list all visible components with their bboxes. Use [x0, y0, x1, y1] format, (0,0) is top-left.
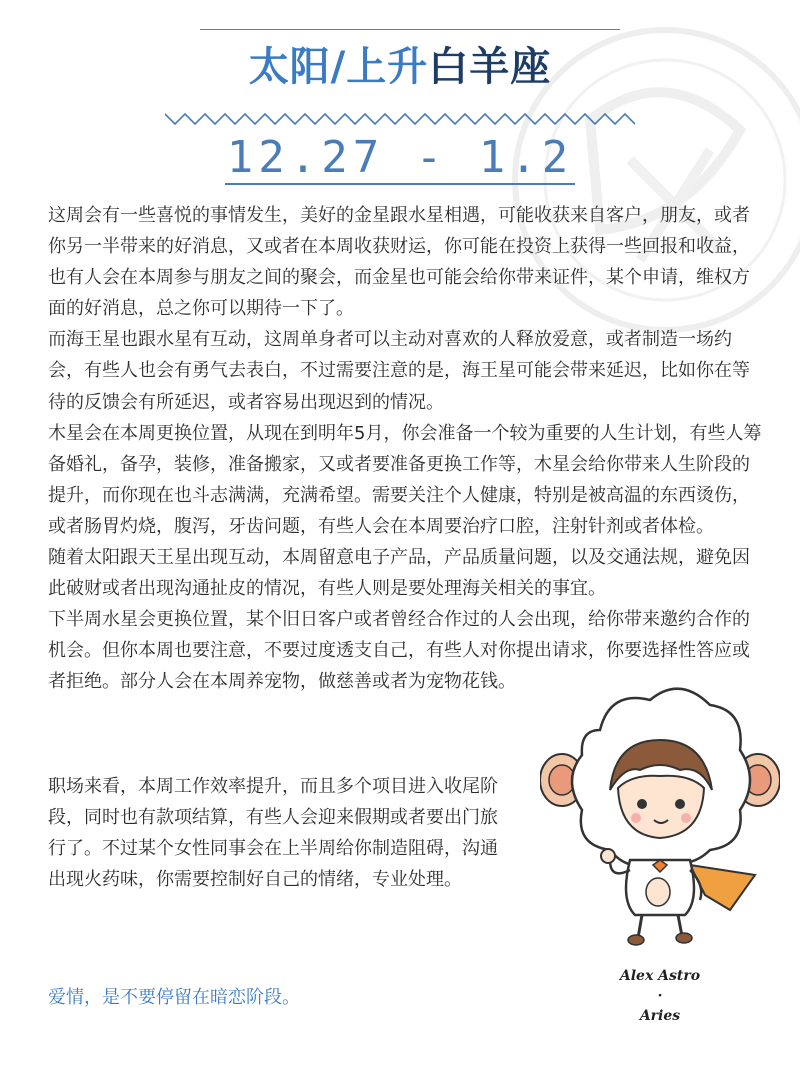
signature-dot: ·: [657, 988, 663, 1004]
signature-line1: Alex Astro: [619, 968, 701, 984]
title-sign: 白羊座: [428, 44, 552, 90]
title-sun-rising: 太阳/上升: [248, 44, 429, 90]
paragraph: 而海王星也跟水星有互动，这周单身者可以主动对喜欢的人释放爱意，或者制造一场约会，有些人也会有勇气去表白，不过需要注意的是，海王星可能会带来延迟，比如你在等待的反馈会有所延迟，或者容易出现迟到的情况。: [48, 329, 750, 413]
paragraph: 随着太阳跟天王星出现互动，本周留意电子产品，产品质量问题，以及交通法规，避免因此破财或者出现沟通扯皮的情况，有些人则是要处理海关相关的事宜。: [48, 547, 750, 600]
career-section: [48, 771, 498, 895]
paragraph: 下半周水星会更换位置，某个旧日客户或者曾经合作过的人会出现，给你带来邀约合作的机会。但你本周也要注意，不要过度透支自己，有些人对你提出请求，你要选择性答应或者拒绝。部分人会在本周养宠物，做慈善或者为宠物花钱。: [48, 609, 750, 693]
paragraph-career: 职场来看，本周工作效率提升，而且多个项目进入收尾阶段，同时也有款项结算，有些人会迎来假期或者要出门旅行了。不过某个女性同事会在上半周给你制造阻碍，沟通出现火药味，你需要控制好自己的情绪，专业处理。: [48, 776, 498, 891]
paragraph: 木星会在本周更换位置，从现在到明年5月，你会准备一个较为重要的人生计划，有些人筹备婚礼，备孕，装修，准备搬家，又或者要准备更换工作等，木星会给你带来人生阶段的提升，而你现在也斗志满满，充满希望。需要关注个人健康，特别是被高温的东西烫伤，或者肠胃灼烧，腹泻，牙齿问题，有些人会在本周要治疗口腔，注射针剂或者体检。: [48, 422, 762, 537]
love-line: 爱情，是不要停留在暗恋阶段。: [48, 987, 300, 1008]
page-title: [0, 38, 800, 96]
horoscope-body: [48, 200, 764, 698]
top-divider: [200, 29, 620, 30]
paragraph: 这周会有一些喜悦的事情发生，美好的金星跟水星相遇，可能收获来自客户，朋友，或者你另一半带来的好消息，又或者在本周收获财运，你可能在投资上获得一些回报和收益，也有人会在本周参与朋友之间的聚会，而金星也可能会给你带来证件，某个申请，维权方面的好消息，总之你可以期待一下了。: [48, 205, 750, 320]
aries-mascot-illustration: [540, 670, 780, 950]
date-range-text: 12.27 - 1.2: [226, 132, 574, 183]
signature: [590, 966, 730, 1026]
signature-line2: Aries: [639, 1008, 681, 1024]
date-range: [0, 130, 800, 186]
zigzag-divider: [165, 112, 635, 126]
